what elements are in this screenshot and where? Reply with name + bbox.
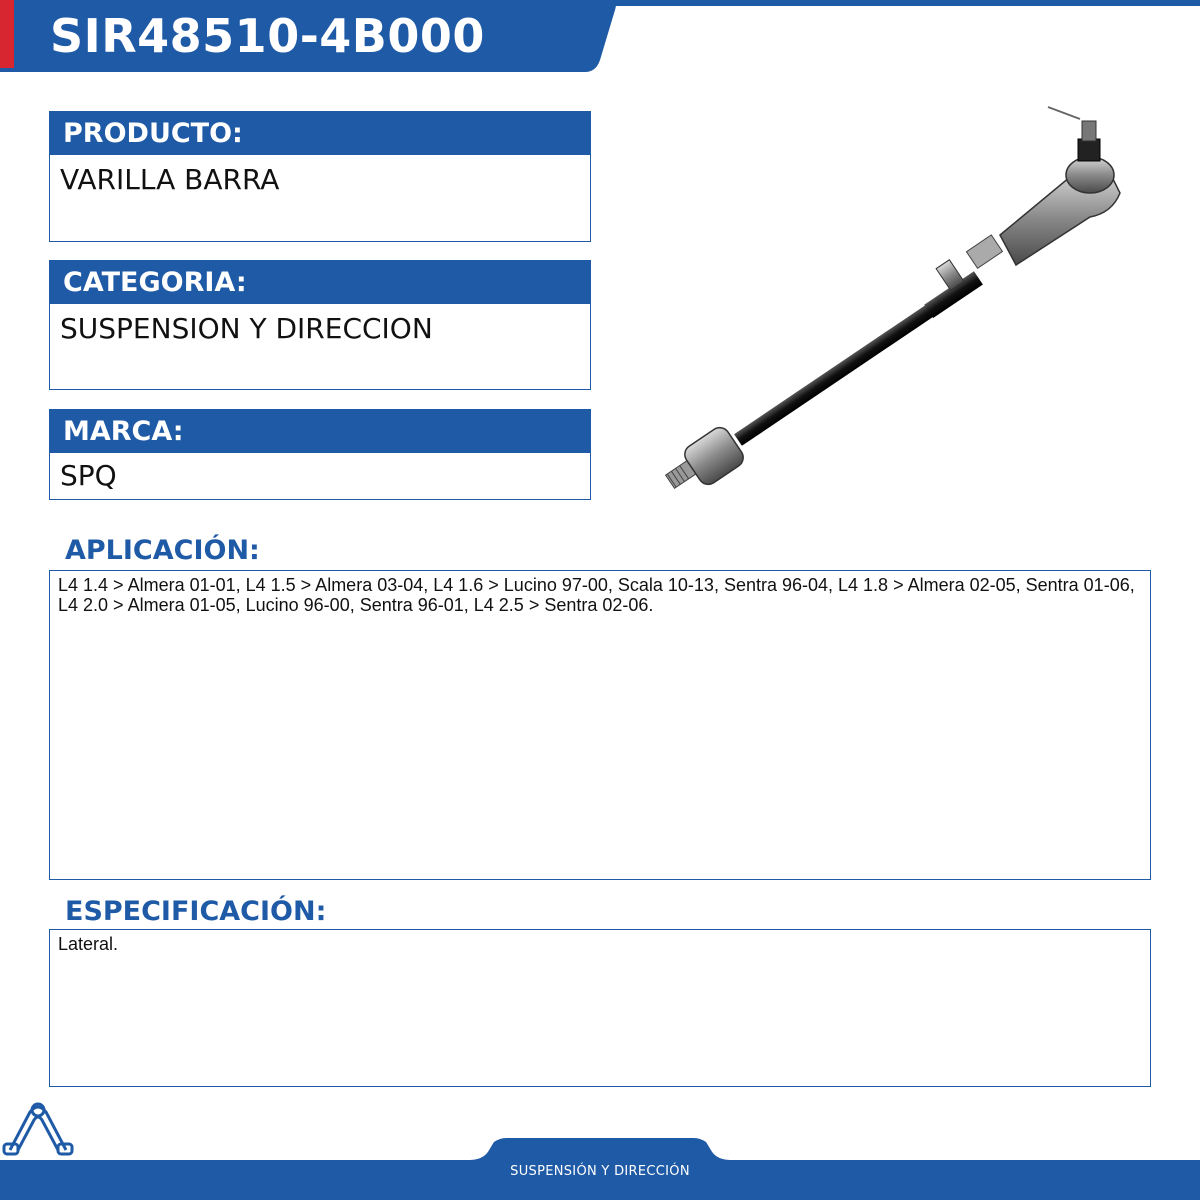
suspension-arm-icon	[0, 1098, 76, 1158]
marca-label: MARCA:	[49, 409, 591, 453]
especificacion-title: ESPECIFICACIÓN:	[65, 896, 327, 927]
producto-label: PRODUCTO:	[49, 111, 591, 155]
aplicacion-title: APLICACIÓN:	[65, 535, 260, 566]
producto-field	[49, 111, 591, 242]
header-accent-stripe	[0, 0, 14, 68]
product-image	[650, 95, 1150, 505]
footer-category-label: SUSPENSIÓN Y DIRECCIÓN	[510, 1164, 690, 1179]
categoria-value: SUSPENSION Y DIRECCION	[49, 304, 591, 390]
marca-field	[49, 409, 591, 500]
aplicacion-text: L4 1.4 > Almera 01-01, L4 1.5 > Almera 03-04, L4 1.6 > Lucino 97-00, Scala 10-13, Sentra 96-04, L4 1.8 > Almera 02-05, Sentra 01-06, L4 2.0 > Almera 01-05, Lucino 96-00, Sentra 96-01, L4 2.5 > Sentra 02-06.	[49, 570, 1151, 880]
especificacion-text: Lateral.	[49, 929, 1151, 1087]
header-banner	[0, 0, 1200, 75]
marca-value: SPQ	[49, 453, 591, 500]
footer-banner-shape	[0, 1098, 1200, 1200]
footer-banner	[0, 1098, 1200, 1200]
categoria-field	[49, 260, 591, 390]
part-number-title: SIR48510-4B000	[50, 9, 485, 63]
producto-value: VARILLA BARRA	[49, 155, 591, 242]
categoria-label: CATEGORIA:	[49, 260, 591, 304]
